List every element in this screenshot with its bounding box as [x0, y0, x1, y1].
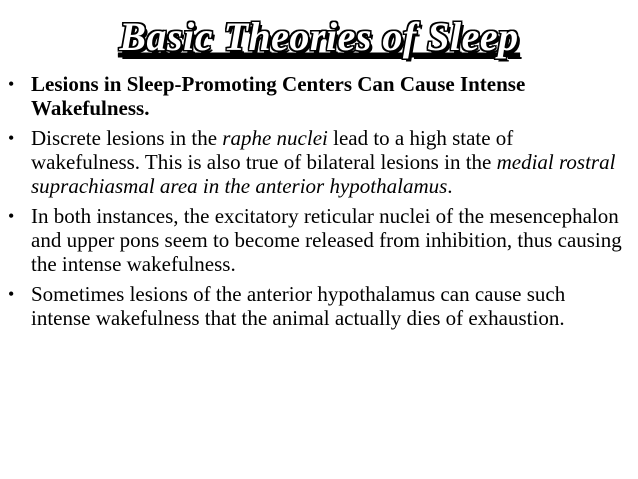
bullet-text: In both instances, the excitatory reticular nuclei of the mesencephalon and upper pons seem to become released from inhibition, thus causing the intense wakefulness. — [31, 204, 622, 276]
bullet-item-4 — [0, 282, 625, 330]
slide-title — [0, 14, 638, 60]
bullet-text: Sometimes lesions of the anterior hypothalamus can cause such intense wakefulness that the animal actually dies of exhaustion. — [31, 282, 566, 330]
bullet-list — [0, 72, 625, 336]
bullet-item-1 — [0, 72, 625, 120]
bullet-icon: • — [8, 206, 15, 226]
bullet-icon: • — [8, 74, 15, 94]
italic-term: raphe nuclei — [222, 126, 328, 150]
bullet-icon: • — [8, 128, 15, 148]
bullet-icon: • — [8, 284, 15, 304]
bullet-item-2 — [0, 126, 625, 198]
bullet-text: Lesions in Sleep-Promoting Centers Can Cause Intense Wakefulness. — [31, 72, 526, 120]
bullet-text-part: . — [447, 174, 453, 198]
bullet-item-3 — [0, 204, 625, 276]
italic-term: medial rostral suprachiasmal area in the anterior hypothalamus — [31, 150, 616, 198]
bullet-text-part: lead to a high state of wakefulness. This is also true of bilateral lesions in the — [31, 126, 514, 174]
slide-title-text: Basic Theories of Sleep — [119, 14, 519, 59]
bullet-text-part: Discrete lesions in the — [31, 126, 223, 150]
